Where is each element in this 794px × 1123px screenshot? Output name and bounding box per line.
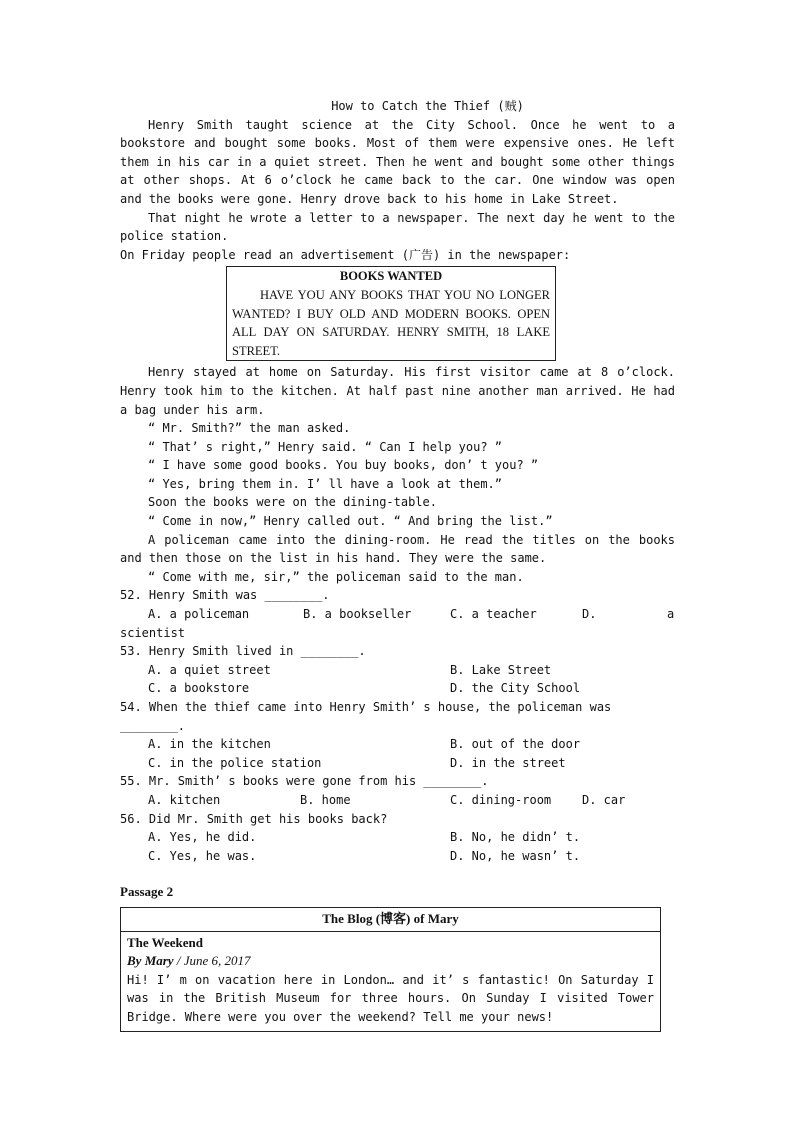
option-b[interactable]: B. No, he didn’ t. [450,830,581,845]
option-a[interactable]: A. a policeman [148,607,250,622]
question-52-options [148,605,675,624]
question-54: 54. When the thief came into Henry Smith’ s house, the policeman was ________. [120,700,612,733]
worksheet-page [120,97,675,1032]
advertisement-body: HAVE YOU ANY BOOKS THAT YOU NO LONGER WANTED? I BUY OLD AND MODERN BOOKS. OPEN ALL DAY ON SATURDAY. HENRY SMITH, 18 LAKE STREET. [232,287,550,358]
passage-2-heading: Passage 2 [120,884,174,900]
option-a[interactable]: A. in the kitchen [148,737,271,752]
option-a[interactable]: A. a quiet street [148,662,271,677]
paragraph-3: On Friday people read an advertisement (广告) in the newspaper: [120,247,571,262]
blog-header: The Blog (博客) of Mary [121,908,660,932]
dialogue-line: “ Come with me, sir,” the policeman said to the man. [148,569,524,584]
paragraph-4: Henry stayed at home on Saturday. His first visitor came at 8 o’clock. Henry took him to the kitchen. At half past nine another man arrived. He had a bag under his arm. [120,365,675,417]
dialogue-line: “ That’ s right,” Henry said. “ Can I help you? ” [148,439,503,454]
question-53-options-row1 [148,661,675,680]
question-53: 53. Henry Smith lived in ________. [120,644,366,659]
question-56-options-row1 [148,828,675,847]
passage-title: How to Catch the Thief (贼) [331,99,524,113]
dialogue-line: “ I have some good books. You buy books, don’ t you? ” [148,458,539,473]
option-a[interactable]: A. kitchen [148,792,221,807]
post-title: The Weekend [127,934,203,950]
question-55: 55. Mr. Smith’ s books were gone from his ________. [120,774,489,789]
option-c[interactable]: C. a teacher [450,607,537,622]
post-author: By Mary [127,953,174,969]
blog-post [121,932,660,1031]
paragraph-2: That night he wrote a letter to a newspaper. The next day he went to the police station. [120,210,675,244]
option-c[interactable]: C. in the police station [148,755,322,770]
option-d[interactable]: D. the City School [450,681,581,696]
option-b[interactable]: B. Lake Street [450,662,552,677]
option-d[interactable]: D. car [582,792,626,807]
blog-box [120,907,661,1032]
question-52: 52. Henry Smith was ________. [120,588,330,603]
option-d[interactable]: D. No, he wasn’ t. [450,848,581,863]
question-56-options-row2 [148,847,675,866]
post-text: Hi! I’ m on vacation here in London… and it’ s fantastic! On Saturday I was in the British Museum for three hours. On Sunday I visited Tower Bridge. Where were you over the weekend? Tell me your news! [127,972,654,1024]
question-53-options-row2 [148,679,675,698]
dialogue-line: “ Come in now,” Henry called out. “ And bring the list.” [148,514,553,529]
advertisement-title: BOOKS WANTED [339,269,443,284]
advertisement-box [226,266,556,361]
question-56: 56. Did Mr. Smith get his books back? [120,811,388,826]
paragraph-1: Henry Smith taught science at the City School. Once he went to a bookstore and bought some books. Most of them were expensive ones. He left them in his car in a quiet street. Then he went and bought some other things at other shops. At 6 o’clock he came back to the car. One window was open and the books were gone. Henry drove back to his home in Lake Street. [120,117,675,206]
post-meta [127,952,654,971]
option-d-continuation: scientist [120,625,186,640]
question-55-options [148,791,675,810]
option-a[interactable]: A. Yes, he did. [148,830,257,845]
paragraph-5: A policeman came into the dining-room. He read the titles on the books and then those on the list in his hand. They were the same. [120,532,675,566]
dialogue-line: “ Yes, bring them in. I’ ll have a look at them.” [148,476,503,491]
question-54-options-row1 [148,735,675,754]
option-b[interactable]: B. home [300,792,351,807]
option-b[interactable]: B. out of the door [450,737,581,752]
dialogue-line: “ Mr. Smith?” the man asked. [148,421,351,436]
option-d[interactable]: D. in the street [450,755,566,770]
option-c[interactable]: C. a bookstore [148,681,250,696]
dialogue-line: Soon the books were on the dining-table. [148,495,437,510]
option-d-word: a [667,607,675,622]
option-c[interactable]: C. Yes, he was. [148,848,257,863]
question-54-options-row2 [148,754,675,773]
option-d[interactable]: D. [582,607,597,622]
option-b[interactable]: B. a bookseller [303,607,412,622]
post-date: / June 6, 2017 [173,953,251,969]
option-c[interactable]: C. dining-room [450,792,552,807]
